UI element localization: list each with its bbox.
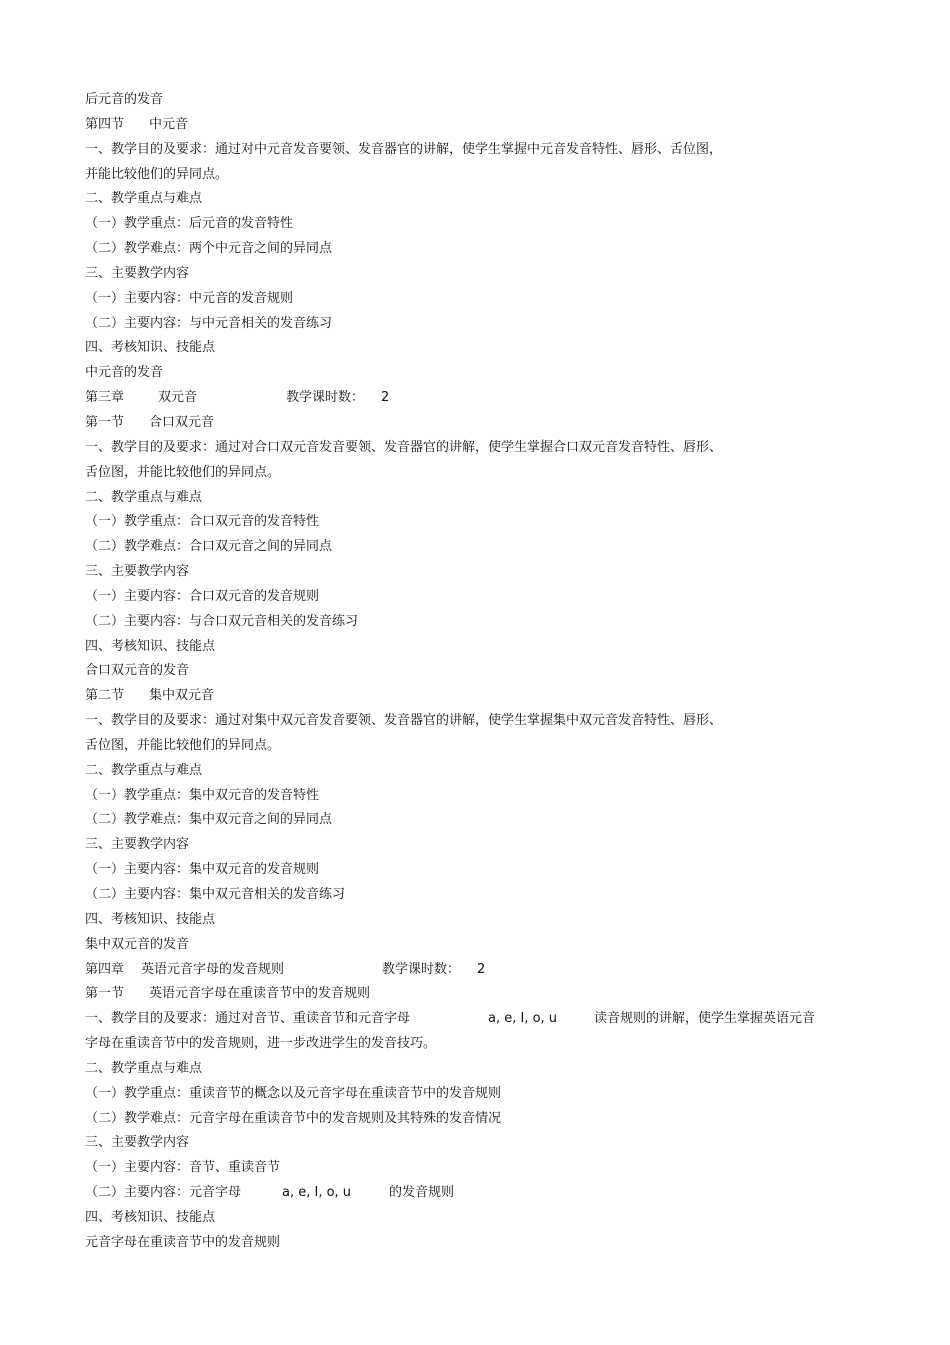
text-line-35 [85,933,885,958]
text-line-43 [85,1131,885,1156]
text-line-33 [85,883,885,908]
line-text: 中元音的发音 [85,365,164,381]
section-heading [85,684,885,709]
line-text: （一）主要内容：中元音的发音规则 [85,290,294,306]
line-text: （一）主要内容：集中双元音的发音规则 [85,862,320,878]
line-text: （二）教学难点：集中双元音之间的异同点 [85,812,333,828]
text-line-39 [85,1032,885,1057]
line-text: （一）教学重点：合口双元音的发音特性 [85,514,320,530]
text-line-7 [85,237,885,262]
text-line-5 [85,187,885,212]
line-text: （二）教学难点：合口双元音之间的异同点 [85,539,333,555]
section-title: 中元音 [149,116,189,132]
line-text: 的发音规则 [389,1185,455,1201]
line-text: 舌位图，并能比较他们的异同点。 [85,464,281,480]
line-text: （二）主要内容：与中元音相关的发音练习 [85,315,333,331]
line-text: 二、教学重点与难点 [85,489,203,505]
section-title: 英语元音字母在重读音节中的发音规则 [149,986,371,1002]
line-text: 四、考核知识、技能点 [85,911,216,927]
line-text: 三、主要教学内容 [85,1135,190,1151]
text-line-6 [85,212,885,237]
line-text: 三、主要教学内容 [85,837,190,853]
line-text: 四、考核知识、技能点 [85,340,216,356]
line-text: 一、教学目的及要求：通过对合口双元音发音要领、发音器官的讲解，使学生掌握合口双元音发音特性、唇形、 [85,439,723,455]
line-text: （二）主要内容：集中双元音相关的发音练习 [85,887,346,902]
text-line-45 [85,1181,885,1206]
text-line-47 [85,1231,885,1256]
line-text: （二）教学难点：元音字母在重读音节中的发音规则及其特殊的发音情况 [85,1110,502,1126]
text-line-3 [85,138,885,163]
text-line-38 [85,1007,885,1032]
line-text: （一）教学重点：后元音的发音特性 [85,216,294,232]
text-line-10 [85,312,885,337]
section-number: 第二节 [85,688,125,704]
line-text: 集中双元音的发音 [85,936,190,952]
text-line-21 [85,585,885,610]
text-line-17 [85,486,885,511]
line-text: （二）主要内容：元音字母 [85,1185,242,1201]
text-line-26 [85,709,885,734]
class-hours-value: 2 [381,390,390,406]
vowel-letters: a, e, I, o, u [282,1185,352,1201]
text-line-34 [85,908,885,933]
line-text: 舌位图，并能比较他们的异同点。 [85,737,281,753]
line-text: 合口双元音的发音 [85,663,190,679]
vowel-letters: a, e, I, o, u [488,1011,558,1027]
document-body [85,88,885,1256]
chapter-heading [85,958,885,983]
text-line-19 [85,535,885,560]
chapter-title: 双元音 [158,390,198,406]
line-text: 并能比较他们的异同点。 [85,166,229,182]
text-line-30 [85,808,885,833]
text-line-29 [85,784,885,809]
line-text: 二、教学重点与难点 [85,762,203,778]
section-title: 集中双元音 [149,688,215,704]
line-text: 三、主要教学内容 [85,265,190,281]
line-text: （一）主要内容：合口双元音的发音规则 [85,588,320,604]
line-text: 二、教学重点与难点 [85,191,203,207]
text-line-20 [85,560,885,585]
line-text: 字母在重读音节中的发音规则，进一步改进学生的发音技巧。 [85,1036,437,1052]
text-line-8 [85,262,885,287]
text-line-41 [85,1082,885,1107]
class-hours-label: 教学课时数： [382,961,461,977]
class-hours-value: 2 [477,961,486,977]
text-line-12 [85,361,885,386]
section-number: 第四节 [85,116,125,132]
line-text: 四、考核知识、技能点 [85,638,216,654]
line-text: （一）教学重点：集中双元音的发音特性 [85,787,320,803]
section-number: 第一节 [85,986,125,1002]
line-text: （二）教学难点：两个中元音之间的异同点 [85,241,333,257]
line-text: （二）主要内容：与合口双元音相关的发音练习 [85,613,359,629]
text-line-4 [85,163,885,188]
line-text: （一）主要内容：音节、重读音节 [85,1160,281,1176]
line-text: 四、考核知识、技能点 [85,1209,216,1225]
text-line-11 [85,336,885,361]
line-text: 读音规则的讲解，使学生掌握英语元音 [594,1011,816,1027]
line-text: 一、教学目的及要求：通过对音节、重读音节和元音字母 [85,1011,411,1027]
text-line-44 [85,1156,885,1181]
line-text: 三、主要教学内容 [85,564,190,580]
chapter-title: 英语元音字母的发音规则 [141,961,285,977]
section-heading [85,982,885,1007]
section-title: 合口双元音 [149,414,215,430]
section-heading [85,411,885,436]
text-line-18 [85,510,885,535]
text-line-16 [85,461,885,486]
line-text: 元音字母在重读音节中的发音规则 [85,1234,281,1250]
text-line-46 [85,1206,885,1231]
text-line-24 [85,659,885,684]
section-heading [85,113,885,138]
text-line-23 [85,635,885,660]
chapter-number: 第三章 [85,390,125,406]
text-line-1 [85,88,885,113]
line-text: 二、教学重点与难点 [85,1060,203,1076]
chapter-heading [85,386,885,411]
text-line-28 [85,759,885,784]
text-line-31 [85,833,885,858]
text-line-40 [85,1057,885,1082]
class-hours-label: 教学课时数： [286,390,365,406]
line-text: 一、教学目的及要求：通过对集中双元音发音要领、发音器官的讲解，使学生掌握集中双元音发音特性、唇形、 [85,713,723,729]
text-line-22 [85,610,885,635]
text-line-9 [85,287,885,312]
text-line-27 [85,734,885,759]
text-line-15 [85,436,885,461]
line-text: 后元音的发音 [85,92,164,107]
line-text: 一、教学目的及要求：通过对中元音发音要领、发音器官的讲解，使学生掌握中元音发音特性、唇形、舌位图， [85,141,723,157]
chapter-number: 第四章 [85,961,125,977]
line-text: （一）教学重点：重读音节的概念以及元音字母在重读音节中的发音规则 [85,1085,502,1101]
text-line-42 [85,1107,885,1132]
section-number: 第一节 [85,414,125,430]
text-line-32 [85,858,885,883]
